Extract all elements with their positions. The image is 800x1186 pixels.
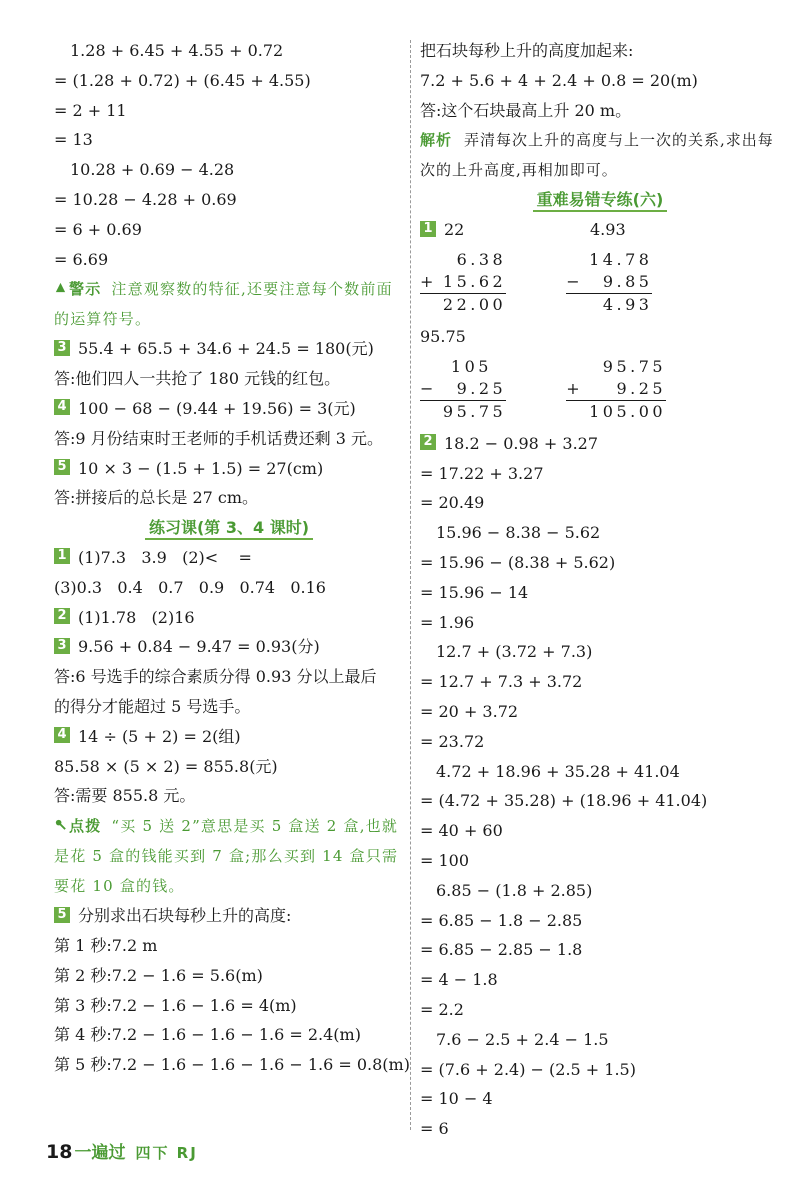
brand-name: 一遍过 xyxy=(74,1143,126,1163)
question-number: 2 xyxy=(420,434,436,450)
review-2 xyxy=(420,429,780,459)
calc-line: = 40 + 60 xyxy=(420,821,503,841)
analysis-text: 弄清每次上升的高度与上一次的关系,求出每次的上升高度,再相加即可。 xyxy=(420,131,774,180)
calc-line: 第 5 秒:7.2 − 1.6 − 1.6 − 1.6 − 1.6 = 0.8(m) xyxy=(54,1055,410,1075)
section-title-practice: 练习课(第 3、4 课时) xyxy=(54,513,404,543)
operand: 6.38 xyxy=(456,249,507,269)
calc-line: = 20 + 3.72 xyxy=(420,701,519,721)
vertical-calcs-row xyxy=(420,356,780,423)
answer: 答:这个石块最高上升 20 m。 xyxy=(420,100,632,120)
practice-1 xyxy=(54,543,404,573)
calc-line: 第 2 秒:7.2 − 1.6 = 5.6(m) xyxy=(54,965,263,985)
equation: 85.58 × (5 × 2) = 855.8(元) xyxy=(54,756,278,776)
calc-line: 第 3 秒:7.2 − 1.6 − 1.6 = 4(m) xyxy=(54,995,297,1015)
tip-text: “买 5 送 2”意思是买 5 盒送 2 盒,也就是花 5 盒的钱能买到 7 盒;那么买到 14 盒只需要花 10 盒的钱。 xyxy=(54,817,399,896)
operand: 15.62 xyxy=(442,271,507,291)
calc-line: = 4 − 1.8 xyxy=(420,970,498,990)
equation: 55.4 + 65.5 + 34.6 + 24.5 = 180(元) xyxy=(78,339,374,359)
calc-line: 第 1 秒:7.2 m xyxy=(54,935,158,955)
calc-line: 7.2 + 5.6 + 4 + 2.4 + 0.8 = 20(m) xyxy=(420,70,698,90)
page-number: 18 xyxy=(46,1141,73,1163)
question-number: 5 xyxy=(54,907,70,923)
result: 22.00 xyxy=(437,293,506,316)
analysis-label: 解析 xyxy=(420,131,453,150)
calc-line: 10.28 + 0.69 − 4.28 xyxy=(70,160,235,180)
calc-line: = 6 xyxy=(420,1119,449,1139)
calc-line: 第 4 秒:7.2 − 1.6 − 1.6 − 1.6 = 2.4(m) xyxy=(54,1025,361,1045)
question-3 xyxy=(54,334,404,364)
practice-3 xyxy=(54,632,404,662)
operand: 9.25 xyxy=(616,378,667,398)
calc-line: = 15.96 − (8.38 + 5.62) xyxy=(420,552,616,572)
vertical-calc xyxy=(566,356,666,423)
calc-line: = 10.28 − 4.28 + 0.69 xyxy=(54,189,237,209)
result: 4.93 xyxy=(583,293,652,316)
question-number: 1 xyxy=(420,221,436,237)
question-number: 2 xyxy=(54,608,70,624)
vertical-calc xyxy=(420,356,506,423)
answer-text: (1)7.3 3.9 (2)< = xyxy=(78,547,252,567)
question-number: 5 xyxy=(54,459,70,475)
column-divider xyxy=(410,40,411,1130)
warning-icon xyxy=(54,281,67,294)
answer: 答:9 月份结束时王老师的手机话费还剩 3 元。 xyxy=(54,428,384,448)
calc-line: = 6 + 0.69 xyxy=(54,219,142,239)
warning-text: 注意观察数的特征,还要注意每个数前面的运算符号。 xyxy=(54,280,393,329)
calc-line: 7.6 − 2.5 + 2.4 − 1.5 xyxy=(436,1029,609,1049)
calc-line: 4.72 + 18.96 + 35.28 + 41.04 xyxy=(436,761,680,781)
warning-label: 警示 xyxy=(69,280,102,299)
tip-note xyxy=(54,811,404,901)
question-number: 3 xyxy=(54,340,70,356)
operator: + xyxy=(420,271,437,291)
vertical-calc xyxy=(566,249,652,316)
equation: 18.2 − 0.98 + 3.27 xyxy=(444,433,599,453)
calc-line: 15.96 − 8.38 − 5.62 xyxy=(436,523,601,543)
operand: 95.75 xyxy=(602,356,667,376)
operand: 14.78 xyxy=(589,249,653,269)
calc-line: = 2.2 xyxy=(420,999,464,1019)
calc-line: = (7.6 + 2.4) − (2.5 + 1.5) xyxy=(420,1059,636,1079)
pointer-icon xyxy=(54,818,67,831)
calc-line: = 12.7 + 7.3 + 3.72 xyxy=(420,672,583,692)
result: 105.00 xyxy=(583,400,666,423)
practice-4 xyxy=(54,722,404,752)
calc-line: = 13 xyxy=(54,130,93,150)
equation: 100 − 68 − (9.44 + 19.56) = 3(元) xyxy=(78,398,356,418)
calc-line: 6.85 − (1.8 + 2.85) xyxy=(436,880,593,900)
question-number: 3 xyxy=(54,638,70,654)
calc-line: = 6.85 − 2.85 − 1.8 xyxy=(420,940,583,960)
operator: − xyxy=(420,378,437,398)
operator: + xyxy=(566,378,584,398)
operator: − xyxy=(566,271,584,291)
grade-label: 四下 RJ xyxy=(135,1144,198,1162)
answer-value: 4.93 xyxy=(590,220,626,240)
calc-line: = (1.28 + 0.72) + (6.45 + 4.55) xyxy=(54,70,311,90)
question-5 xyxy=(54,454,404,484)
calc-line: 把石块每秒上升的高度加起来: xyxy=(420,41,634,60)
vertical-calc xyxy=(420,249,506,316)
calc-line: = 1.96 xyxy=(420,612,475,632)
question-number: 4 xyxy=(54,399,70,415)
question-number: 1 xyxy=(54,548,70,564)
tip-label: 点拨 xyxy=(69,817,102,836)
practice-5 xyxy=(54,901,404,931)
calc-line: 12.7 + (3.72 + 7.3) xyxy=(436,642,593,662)
calc-line: = 20.49 xyxy=(420,493,485,513)
section-title-review: 重难易错专练(六) xyxy=(420,185,780,215)
calc-line: = 2 + 11 xyxy=(54,100,127,120)
equation: 9.56 + 0.84 − 9.47 = 0.93(分) xyxy=(78,637,320,657)
calc-line: 1.28 + 6.45 + 4.55 + 0.72 xyxy=(70,41,284,60)
calc-line: = 6.69 xyxy=(54,249,109,269)
calc-line: = 100 xyxy=(420,850,470,870)
answer: 答:6 号选手的综合素质分得 0.93 分以上最后 xyxy=(54,667,377,687)
intro-text: 分别求出石块每秒上升的高度: xyxy=(78,906,292,926)
analysis-note xyxy=(420,125,780,185)
calc-line: = (4.72 + 35.28) + (18.96 + 41.04) xyxy=(420,791,708,811)
equation: 14 ÷ (5 + 2) = 2(组) xyxy=(78,726,241,746)
answer: 答:需要 855.8 元。 xyxy=(54,786,196,806)
answer-text: (1)1.78 (2)16 xyxy=(78,607,195,627)
result: 95.75 xyxy=(437,400,506,423)
calc-line: = 6.85 − 1.8 − 2.85 xyxy=(420,910,583,930)
answer: 答:他们四人一共抢了 180 元钱的红包。 xyxy=(54,369,341,389)
calc-line: = 17.22 + 3.27 xyxy=(420,463,544,483)
operand: 9.85 xyxy=(602,271,653,291)
warning-note xyxy=(54,274,404,334)
vertical-calcs-row xyxy=(420,249,780,316)
calc-line: = 15.96 − 14 xyxy=(420,582,529,602)
practice-2 xyxy=(54,603,404,633)
answer-text: (3)0.3 0.4 0.7 0.9 0.74 0.16 xyxy=(54,577,326,597)
calc-line: = 23.72 xyxy=(420,731,485,751)
answer-value: 95.75 xyxy=(420,326,466,346)
equation: 10 × 3 − (1.5 + 1.5) = 27(cm) xyxy=(78,458,324,478)
answer: 的得分才能超过 5 号选手。 xyxy=(54,696,251,716)
answer: 答:拼接后的总长是 27 cm。 xyxy=(54,488,259,508)
operand: 9.25 xyxy=(456,378,507,398)
calc-line: = 10 − 4 xyxy=(420,1089,493,1109)
review-1 xyxy=(420,215,780,245)
question-4 xyxy=(54,394,404,424)
operand: 105 xyxy=(450,356,492,376)
left-column xyxy=(54,36,410,1080)
answer-value: 22 xyxy=(444,220,465,240)
right-column xyxy=(420,36,780,1144)
question-number: 4 xyxy=(54,727,70,743)
page-footer xyxy=(46,1138,198,1163)
